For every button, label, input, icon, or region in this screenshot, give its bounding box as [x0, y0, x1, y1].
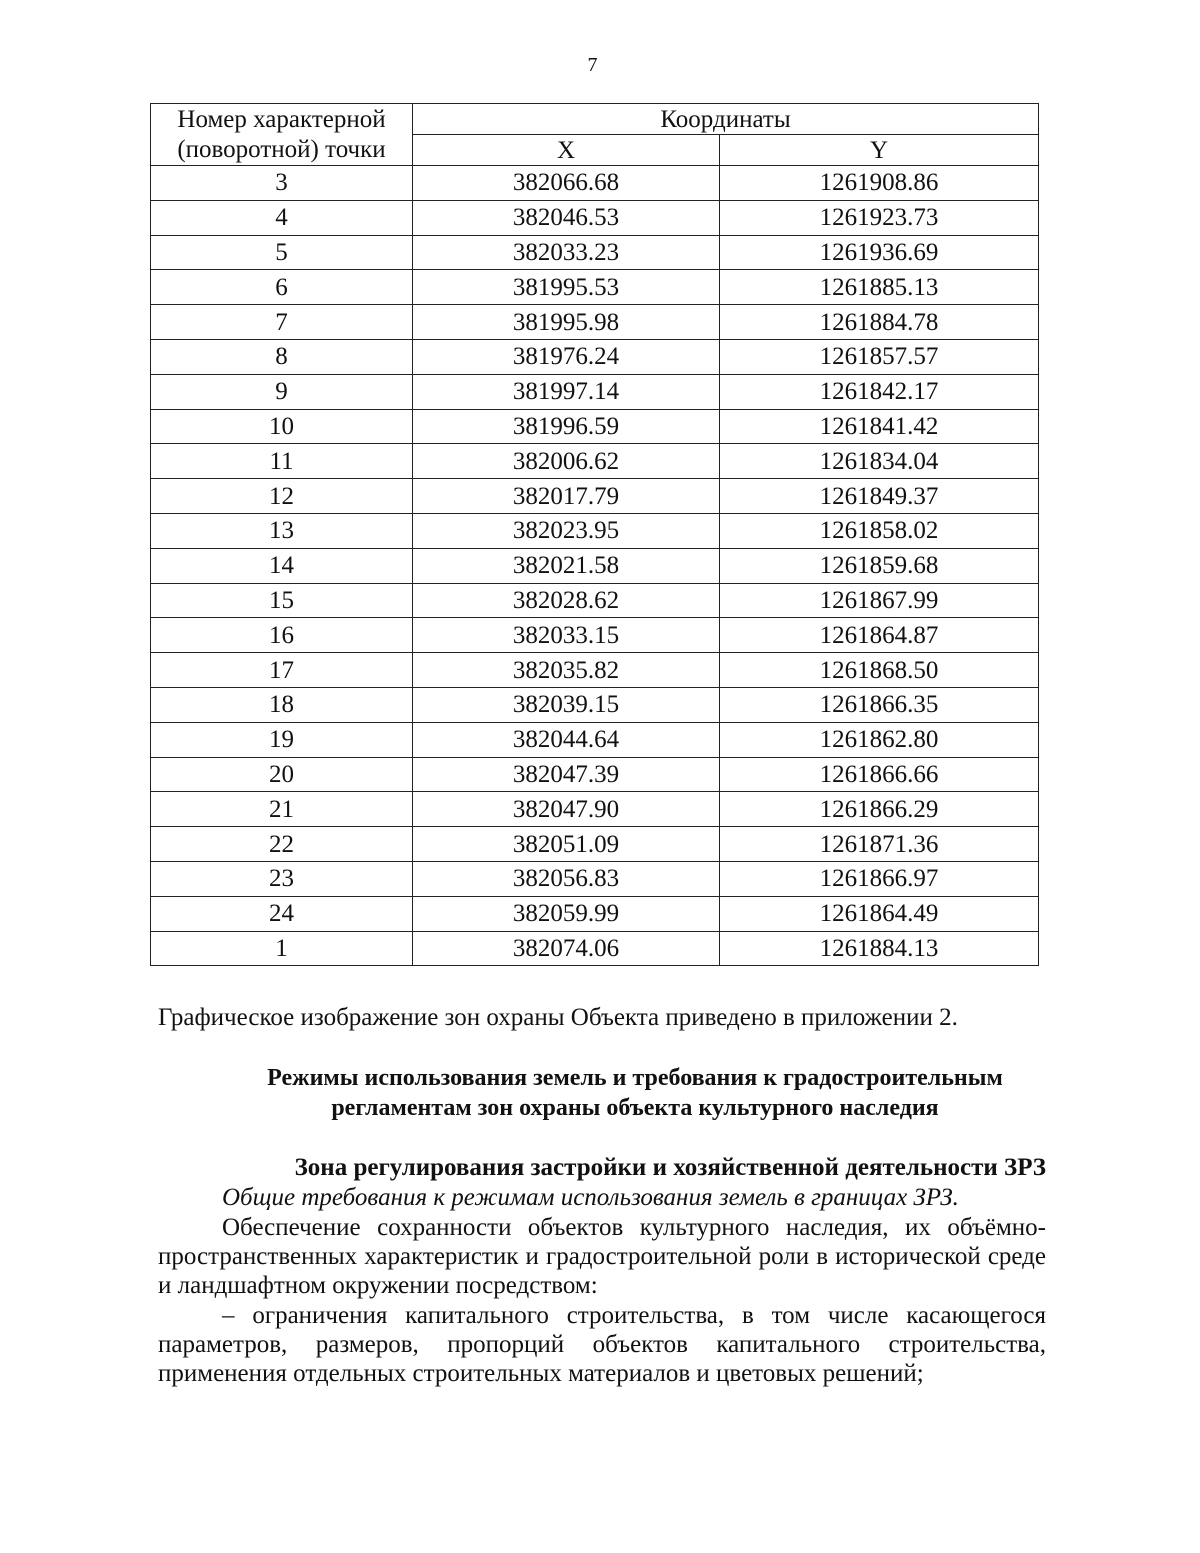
point-number-cell: 12: [151, 479, 413, 514]
table-row: [151, 861, 1039, 896]
subsection-title: Зона регулирования застройки и хозяйственной деятельности ЗРЗ: [294, 1154, 1046, 1181]
section-title-line1: Режимы использования земель и требования к градостроительным: [267, 1065, 1003, 1091]
x-coordinate-cell: 382044.64: [413, 722, 720, 757]
point-number-cell: 8: [151, 339, 413, 374]
y-coordinate-cell: 1261866.35: [720, 687, 1039, 722]
x-coordinate-cell: 382047.39: [413, 757, 720, 792]
x-coordinate-cell: 382066.68: [413, 166, 720, 201]
table-row: [151, 235, 1039, 270]
y-coordinate-cell: 1261867.99: [720, 583, 1039, 618]
italic-heading: Общие требования к режимам использования земель в границах ЗРЗ.: [222, 1184, 959, 1211]
page-number: 7: [587, 54, 598, 76]
table-row: [151, 374, 1039, 409]
point-number-cell: 15: [151, 583, 413, 618]
x-coordinate-cell: 381995.98: [413, 305, 720, 340]
x-coordinate-cell: 381997.14: [413, 374, 720, 409]
table-row: [151, 548, 1039, 583]
table-row: [151, 166, 1039, 201]
y-coordinate-cell: 1261866.97: [720, 861, 1039, 896]
point-number-cell: 10: [151, 409, 413, 444]
graphic-caption: Графическое изображение зон охраны Объекта приведено в приложении 2.: [158, 1004, 958, 1031]
x-coordinate-cell: 382051.09: [413, 827, 720, 862]
table-row: [151, 687, 1039, 722]
point-number-cell: 5: [151, 235, 413, 270]
x-coordinate-cell: 382033.15: [413, 618, 720, 653]
table-row: [151, 409, 1039, 444]
y-coordinate-cell: 1261842.17: [720, 374, 1039, 409]
table-row: [151, 653, 1039, 688]
point-number-cell: 21: [151, 792, 413, 827]
table-row: [151, 444, 1039, 479]
x-coordinate-cell: 381996.59: [413, 409, 720, 444]
table-row: [151, 479, 1039, 514]
point-number-cell: 13: [151, 513, 413, 548]
x-coordinate-cell: 382047.90: [413, 792, 720, 827]
point-number-cell: 14: [151, 548, 413, 583]
point-number-cell: 7: [151, 305, 413, 340]
section-title: [180, 1063, 1090, 1123]
table-row: [151, 757, 1039, 792]
y-coordinate-cell: 1261884.78: [720, 305, 1039, 340]
x-coordinate-cell: 382056.83: [413, 861, 720, 896]
y-coordinate-cell: 1261862.80: [720, 722, 1039, 757]
x-coordinate-cell: 382017.79: [413, 479, 720, 514]
paragraph-preservation: Обеспечение сохранности объектов культурного наследия, их объёмно-пространственных характеристик и градостроительной роли в исторической среде и ландшафтном окружении посредством:: [158, 1214, 1046, 1299]
point-number-cell: 23: [151, 861, 413, 896]
y-coordinate-cell: 1261871.36: [720, 827, 1039, 862]
point-number-cell: 20: [151, 757, 413, 792]
x-coordinate-cell: 382021.58: [413, 548, 720, 583]
x-coordinate-cell: 382033.23: [413, 235, 720, 270]
point-number-cell: 3: [151, 166, 413, 201]
point-number-cell: 16: [151, 618, 413, 653]
y-coordinate-cell: 1261841.42: [720, 409, 1039, 444]
x-coordinate-cell: 382039.15: [413, 687, 720, 722]
y-coordinate-cell: 1261857.57: [720, 339, 1039, 374]
y-coordinate-cell: 1261923.73: [720, 200, 1039, 235]
table-row: [151, 722, 1039, 757]
x-coordinate-cell: 382006.62: [413, 444, 720, 479]
point-number-cell: 22: [151, 827, 413, 862]
coordinates-group-header: Координаты: [413, 104, 1039, 135]
y-coordinate-cell: 1261834.04: [720, 444, 1039, 479]
x-coordinate-cell: 382028.62: [413, 583, 720, 618]
coordinates-table: [150, 103, 1039, 966]
table-row: [151, 200, 1039, 235]
table-row: [151, 305, 1039, 340]
point-number-cell: 11: [151, 444, 413, 479]
point-number-cell: 9: [151, 374, 413, 409]
point-number-cell: 18: [151, 687, 413, 722]
point-number-cell: 19: [151, 722, 413, 757]
y-coordinate-cell: 1261868.50: [720, 653, 1039, 688]
x-coordinate-cell: 382059.99: [413, 896, 720, 931]
y-coordinate-cell: 1261858.02: [720, 513, 1039, 548]
y-coordinate-cell: 1261864.49: [720, 896, 1039, 931]
y-coordinate-cell: 1261936.69: [720, 235, 1039, 270]
x-column-header: X: [413, 135, 720, 166]
x-coordinate-cell: 382035.82: [413, 653, 720, 688]
y-coordinate-cell: 1261885.13: [720, 270, 1039, 305]
y-coordinate-cell: 1261849.37: [720, 479, 1039, 514]
x-coordinate-cell: 381976.24: [413, 339, 720, 374]
table-row: [151, 827, 1039, 862]
y-coordinate-cell: 1261884.13: [720, 931, 1039, 966]
point-number-cell: 4: [151, 200, 413, 235]
y-column-header: Y: [720, 135, 1039, 166]
point-number-cell: 1: [151, 931, 413, 966]
y-coordinate-cell: 1261908.86: [720, 166, 1039, 201]
y-coordinate-cell: 1261866.66: [720, 757, 1039, 792]
table-row: [151, 339, 1039, 374]
x-coordinate-cell: 382023.95: [413, 513, 720, 548]
table-row: [151, 896, 1039, 931]
point-number-cell: 6: [151, 270, 413, 305]
section-title-line2: регламентам зон охраны объекта культурного наследия: [331, 1095, 939, 1121]
x-coordinate-cell: 381995.53: [413, 270, 720, 305]
y-coordinate-cell: 1261866.29: [720, 792, 1039, 827]
table-row: [151, 618, 1039, 653]
x-coordinate-cell: 382046.53: [413, 200, 720, 235]
x-coordinate-cell: 382074.06: [413, 931, 720, 966]
paragraph-restriction: – ограничения капитального строительства, в том числе касающегося параметров, размеров, пропорций объектов капитального строительства, применения отдельных строительных материалов и цветовых решений;: [158, 1302, 1046, 1387]
table-row: [151, 931, 1039, 966]
point-number-header: Номер характерной (поворотной) точки: [151, 104, 413, 166]
y-coordinate-cell: 1261864.87: [720, 618, 1039, 653]
table-row: [151, 583, 1039, 618]
table-row: [151, 792, 1039, 827]
coordinates-table-header: [151, 104, 1039, 166]
y-coordinate-cell: 1261859.68: [720, 548, 1039, 583]
point-number-cell: 17: [151, 653, 413, 688]
coordinates-table-body: [151, 166, 1039, 966]
table-row: [151, 270, 1039, 305]
table-row: [151, 513, 1039, 548]
point-number-cell: 24: [151, 896, 413, 931]
